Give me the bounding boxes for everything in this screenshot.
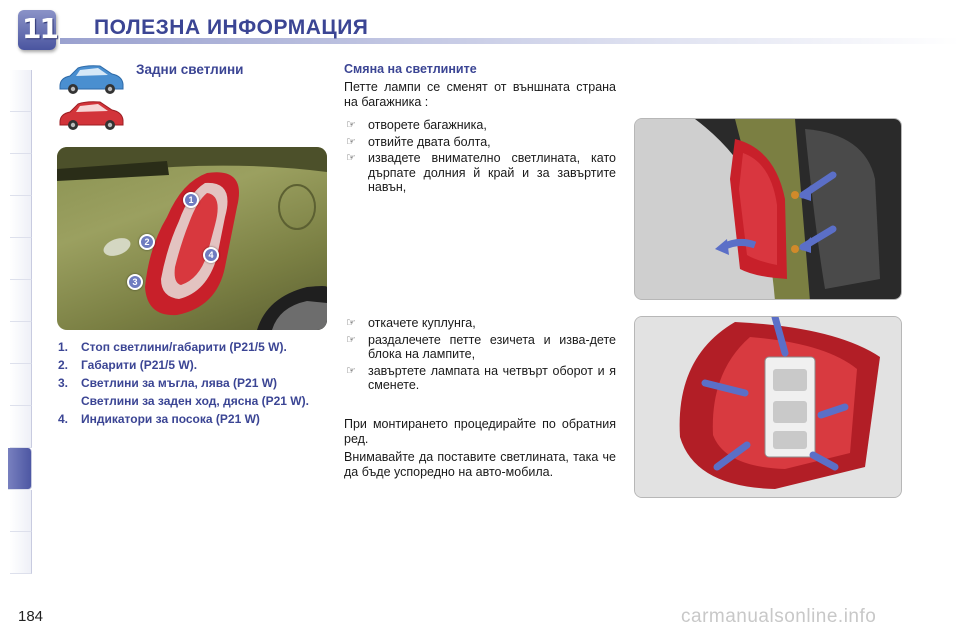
hand-pointer-icon: ☞ bbox=[346, 363, 356, 377]
chapter-tab[interactable] bbox=[10, 238, 32, 280]
legend-text: Габарити (P21/5 W). bbox=[81, 358, 198, 372]
chapter-tab[interactable] bbox=[10, 112, 32, 154]
hand-pointer-icon: ☞ bbox=[346, 332, 356, 346]
blue-car-icon bbox=[56, 62, 126, 96]
steps-list-b bbox=[344, 316, 616, 395]
page-number: 184 bbox=[18, 608, 44, 625]
chapter-tab[interactable] bbox=[10, 70, 32, 112]
step-item bbox=[344, 316, 616, 331]
step-text: завъртете лампата на четвърт оборот и я сменете. bbox=[368, 363, 616, 392]
legend-item bbox=[58, 358, 333, 373]
chapter-tab[interactable] bbox=[10, 322, 32, 364]
callout-4: 4 bbox=[203, 247, 219, 263]
steps-list-a bbox=[344, 118, 616, 197]
step-item bbox=[344, 364, 616, 393]
lamp-holder-photo bbox=[634, 316, 902, 498]
step-text: раздалечете петте езичета и изва-дете блока на лампите, bbox=[368, 332, 616, 361]
step-item bbox=[344, 333, 616, 362]
chapter-number: 11 bbox=[22, 12, 57, 45]
legend-text: Стоп светлини/габарити (P21/5 W). bbox=[81, 340, 287, 354]
rear-light-illustration bbox=[57, 147, 327, 330]
legend-number: 1. bbox=[58, 340, 69, 354]
legend-item bbox=[58, 394, 333, 409]
legend-text: Индикатори за посока (P21 W) bbox=[81, 412, 260, 426]
red-car-icon bbox=[56, 98, 126, 132]
step-text: отворете багажника, bbox=[368, 118, 487, 132]
callout-1: 1 bbox=[183, 192, 199, 208]
replacement-heading: Смяна на светлините bbox=[344, 62, 477, 76]
legend-text: Светлини за заден ход, дясна (P21 W). bbox=[81, 394, 309, 408]
chapter-tab[interactable] bbox=[10, 490, 32, 532]
page-title: ПОЛЕЗНА ИНФОРМАЦИЯ bbox=[94, 16, 369, 39]
chapter-tab[interactable] bbox=[10, 532, 32, 574]
legend-number: 2. bbox=[58, 358, 69, 372]
outro-paragraph: Внимавайте да поставите светлината, така че да бъде успоредно на авто-мобила. bbox=[344, 450, 616, 479]
legend-number: 4. bbox=[58, 412, 69, 426]
legend-text: Светлини за мъгла, лява (P21 W) bbox=[81, 376, 278, 390]
legend-item bbox=[58, 376, 333, 391]
legend-item bbox=[58, 412, 333, 427]
chapter-tab[interactable] bbox=[10, 196, 32, 238]
bulb-legend bbox=[58, 340, 333, 430]
legend-item bbox=[58, 340, 333, 355]
lamp-holder-illustration bbox=[635, 317, 902, 498]
hand-pointer-icon: ☞ bbox=[346, 316, 356, 329]
watermark: carmanualsonline.info bbox=[681, 606, 877, 627]
chapter-tab[interactable] bbox=[10, 364, 32, 406]
chapter-tab[interactable] bbox=[10, 154, 32, 196]
step-text: отвийте двата болта, bbox=[368, 134, 491, 149]
trunk-bolts-illustration bbox=[635, 119, 902, 300]
trunk-bolts-photo bbox=[634, 118, 902, 300]
intro-block bbox=[344, 80, 616, 113]
step-item bbox=[344, 135, 616, 150]
step-item bbox=[344, 118, 616, 133]
hand-pointer-icon: ☞ bbox=[346, 151, 356, 164]
step-item bbox=[344, 151, 616, 195]
step-text: извадете внимателно светлината, като дърпате долния й край и за завъртите навън, bbox=[368, 151, 616, 194]
step-text: откачете куплунга, bbox=[368, 316, 476, 330]
chapter-tab[interactable] bbox=[10, 406, 32, 448]
outro-paragraph: При монтирането процедирайте по обратния ред. bbox=[344, 417, 616, 446]
outro-block bbox=[344, 417, 616, 483]
chapter-tab-active[interactable] bbox=[8, 448, 32, 490]
hand-pointer-icon: ☞ bbox=[346, 134, 356, 148]
legend-number: 3. bbox=[58, 376, 69, 390]
section-title: Задни светлини bbox=[136, 62, 244, 77]
chapter-tab[interactable] bbox=[10, 280, 32, 322]
hand-pointer-icon: ☞ bbox=[346, 118, 356, 131]
intro-paragraph: Петте лампи се сменят от външната страна на багажника : bbox=[344, 80, 616, 109]
chapter-tabs bbox=[10, 70, 32, 575]
callout-3: 3 bbox=[127, 274, 143, 290]
callout-2: 2 bbox=[139, 234, 155, 250]
rear-light-photo bbox=[57, 147, 327, 330]
